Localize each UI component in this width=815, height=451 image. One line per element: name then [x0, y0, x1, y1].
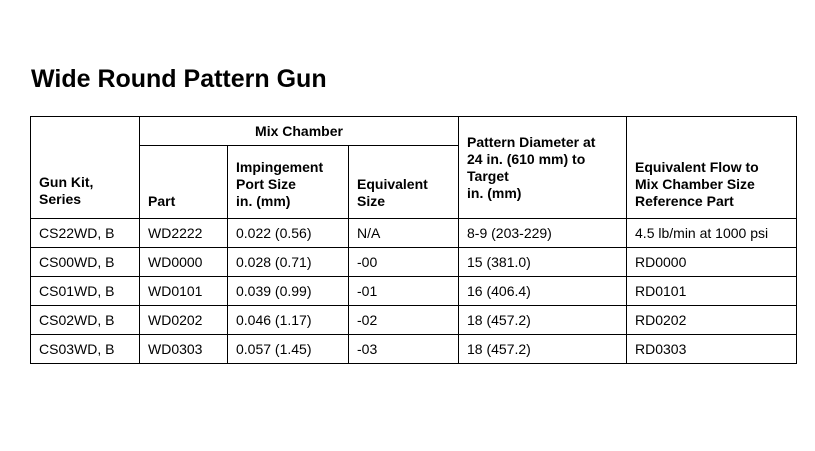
cell-equivalent-size: -00: [349, 248, 459, 277]
cell-port-size: 0.046 (1.17): [228, 306, 349, 335]
cell-pattern-diameter: 18 (457.2): [459, 335, 627, 364]
table-row: [31, 248, 797, 277]
cell-port-size: 0.022 (0.56): [228, 219, 349, 248]
cell-equivalent-size: -02: [349, 306, 459, 335]
spec-table: [30, 116, 797, 364]
cell-gun-kit: CS02WD, B: [31, 306, 140, 335]
cell-part: WD2222: [140, 219, 228, 248]
cell-gun-kit: CS03WD, B: [31, 335, 140, 364]
header-mix-chamber: Mix Chamber: [140, 117, 459, 146]
cell-reference: 4.5 lb/min at 1000 psi: [627, 219, 797, 248]
header-impingement: Impingement Port Size in. (mm): [228, 146, 349, 219]
cell-equivalent-size: -03: [349, 335, 459, 364]
table-row: [31, 306, 797, 335]
header-equivalent-size: Equivalent Size: [349, 146, 459, 219]
cell-reference: RD0000: [627, 248, 797, 277]
cell-port-size: 0.028 (0.71): [228, 248, 349, 277]
cell-part: WD0303: [140, 335, 228, 364]
cell-reference: RD0202: [627, 306, 797, 335]
cell-port-size: 0.057 (1.45): [228, 335, 349, 364]
cell-part: WD0202: [140, 306, 228, 335]
cell-part: WD0000: [140, 248, 228, 277]
cell-port-size: 0.039 (0.99): [228, 277, 349, 306]
header-equivalent-flow: Equivalent Flow to Mix Chamber Size Reference Part: [627, 117, 797, 219]
table-row: [31, 335, 797, 364]
header-row-1: [31, 117, 797, 146]
table-row: [31, 277, 797, 306]
cell-equivalent-size: -01: [349, 277, 459, 306]
cell-reference: RD0101: [627, 277, 797, 306]
cell-pattern-diameter: 16 (406.4): [459, 277, 627, 306]
cell-gun-kit: CS22WD, B: [31, 219, 140, 248]
header-gun-kit: Gun Kit, Series: [31, 117, 140, 219]
cell-part: WD0101: [140, 277, 228, 306]
page-title: Wide Round Pattern Gun: [31, 65, 327, 93]
cell-equivalent-size: N/A: [349, 219, 459, 248]
cell-pattern-diameter: 18 (457.2): [459, 306, 627, 335]
cell-pattern-diameter: 15 (381.0): [459, 248, 627, 277]
cell-gun-kit: CS00WD, B: [31, 248, 140, 277]
cell-reference: RD0303: [627, 335, 797, 364]
table-row: [31, 219, 797, 248]
header-pattern-diameter: Pattern Diameter at 24 in. (610 mm) to Target in. (mm): [459, 117, 627, 219]
cell-pattern-diameter: 8-9 (203-229): [459, 219, 627, 248]
cell-gun-kit: CS01WD, B: [31, 277, 140, 306]
header-part: Part: [140, 146, 228, 219]
